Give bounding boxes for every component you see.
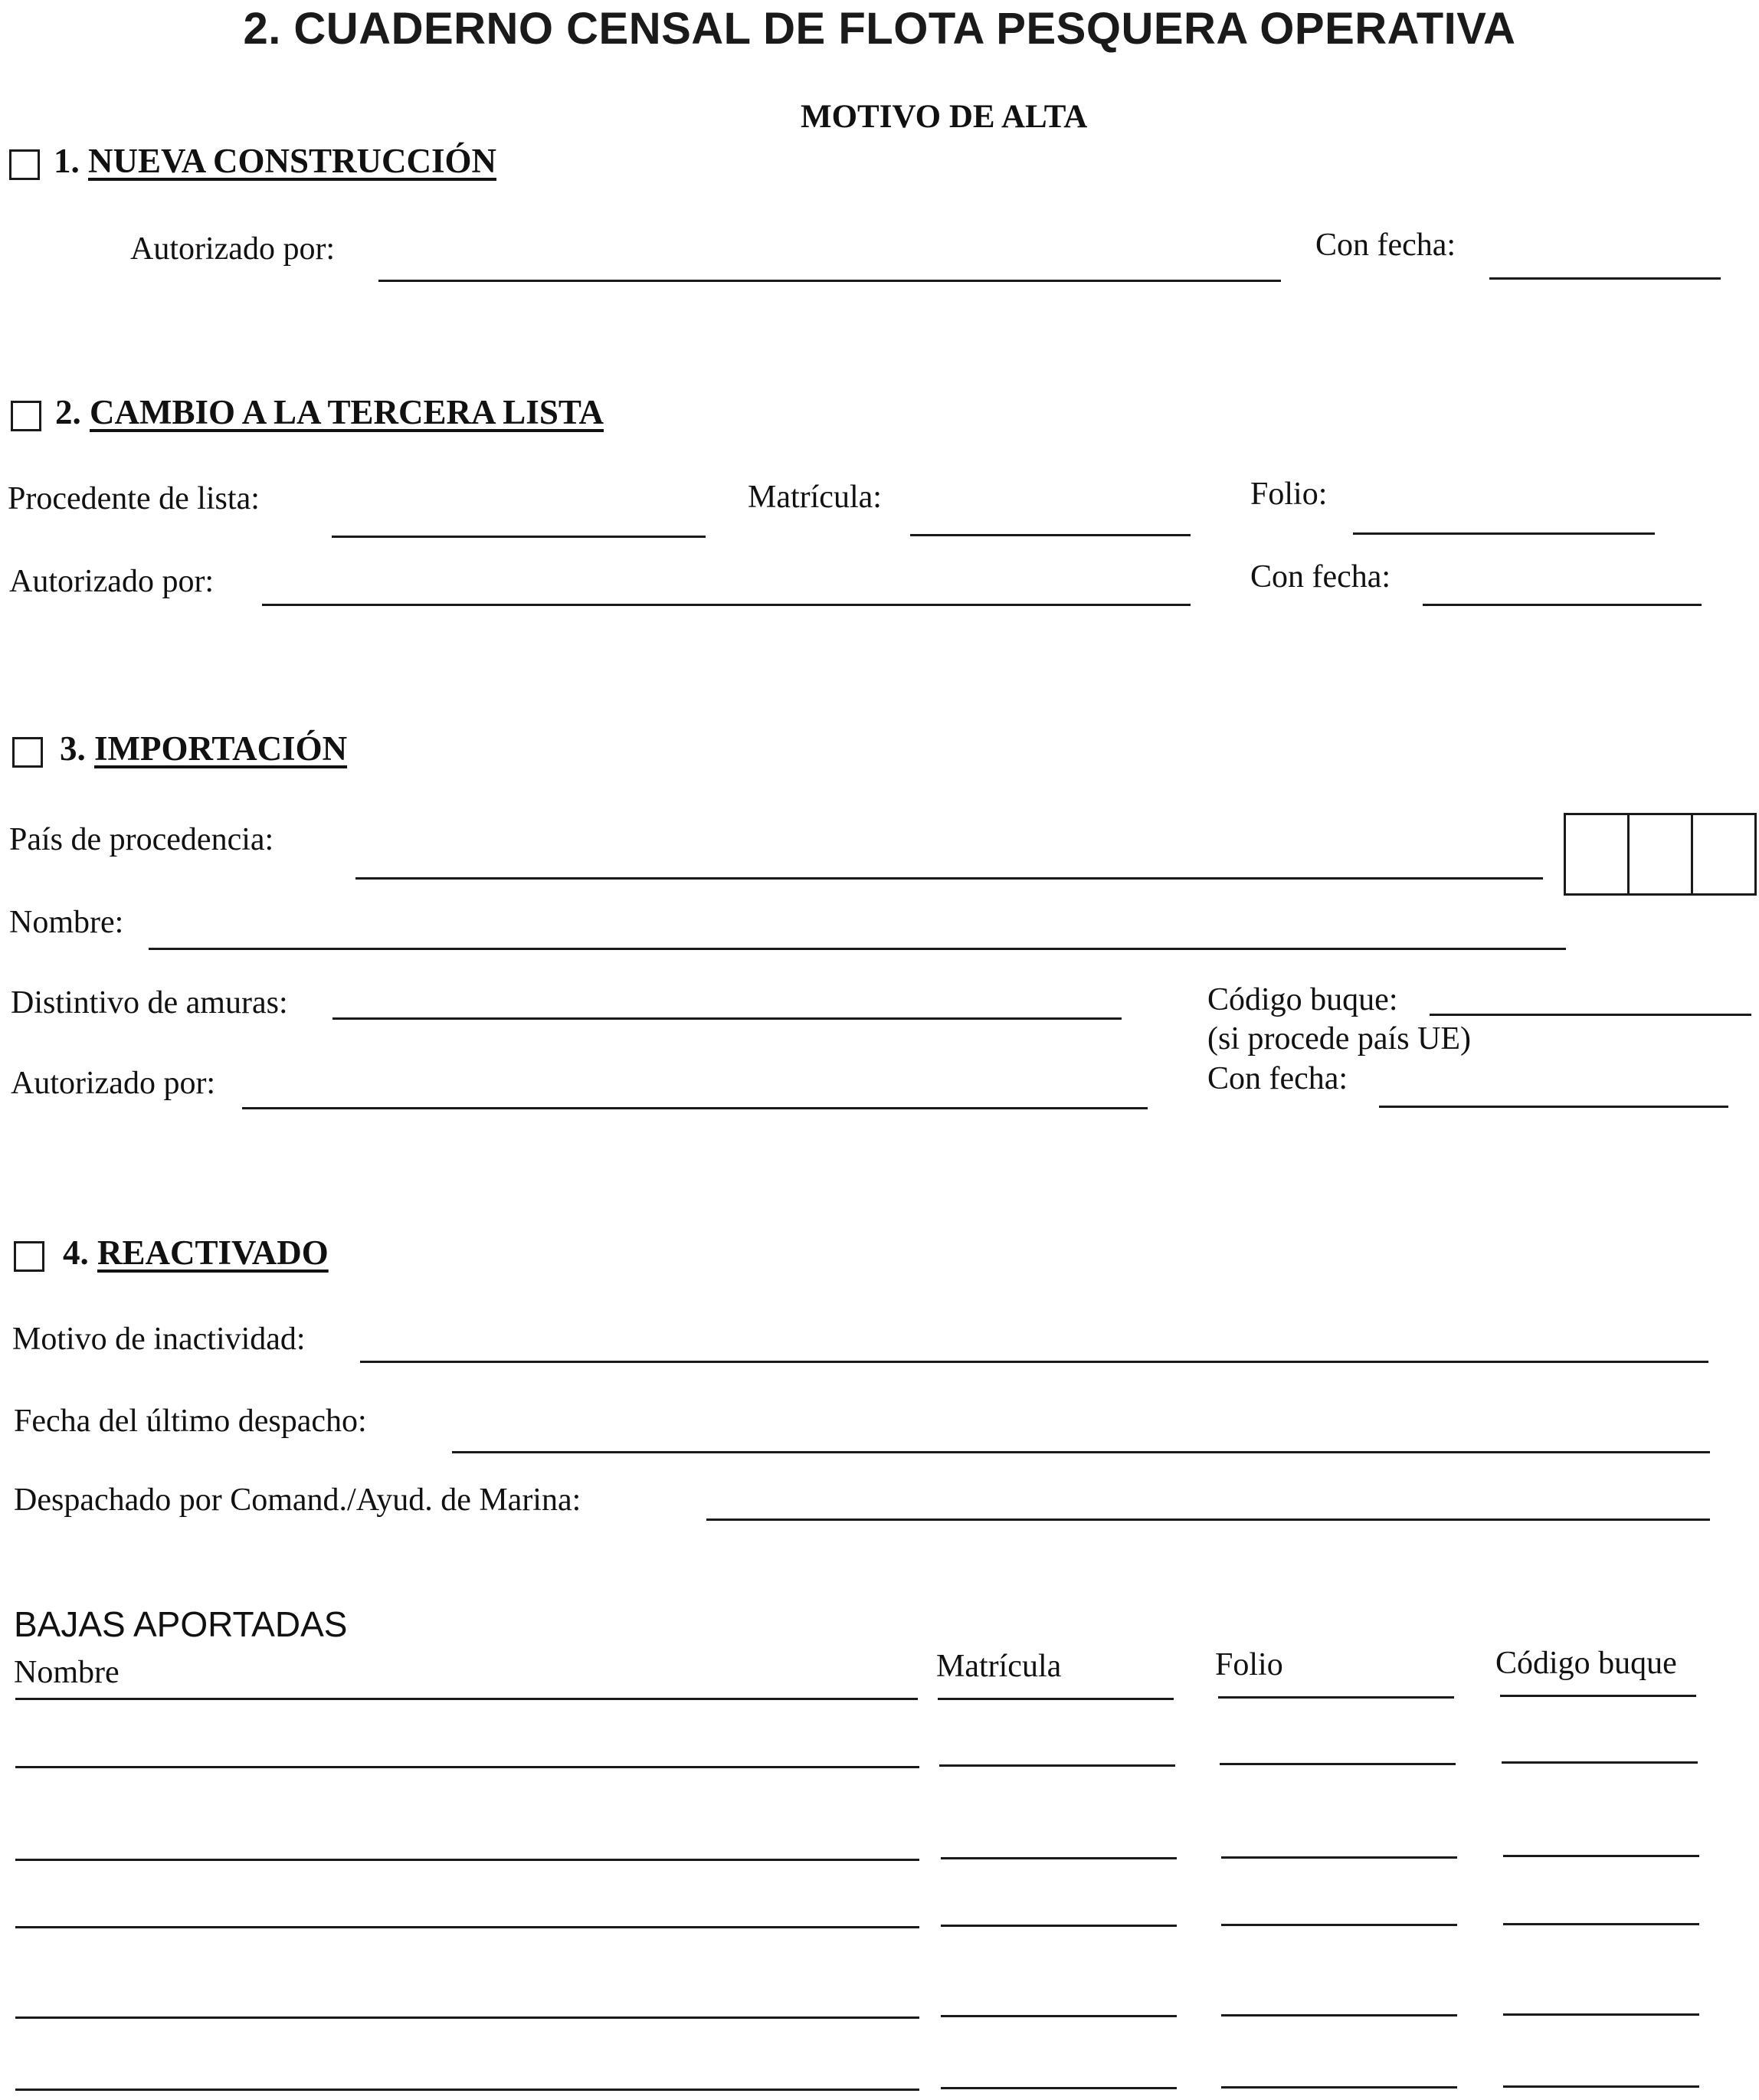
s2-procedente-label: Procedente de lista: bbox=[8, 481, 260, 516]
bajas-nombre-line[interactable] bbox=[15, 1859, 919, 1861]
s1-fecha-field[interactable] bbox=[1489, 277, 1721, 280]
bajas-col-folio: Folio bbox=[1215, 1647, 1283, 1682]
bajas-nombre-line[interactable] bbox=[15, 2089, 919, 2091]
bajas-matricula-line[interactable] bbox=[941, 1857, 1177, 1859]
s3-pais-field[interactable] bbox=[355, 877, 1543, 880]
s1-autorizado-field[interactable] bbox=[378, 280, 1281, 282]
bajas-nombre-line[interactable] bbox=[15, 2016, 919, 2019]
s2-matricula-label: Matrícula: bbox=[748, 480, 882, 515]
country-code-box[interactable] bbox=[1566, 815, 1630, 893]
s4-motivo-field[interactable] bbox=[360, 1361, 1708, 1363]
s2-autorizado-field[interactable] bbox=[262, 604, 1191, 606]
s1-autorizado-label: Autorizado por: bbox=[130, 231, 336, 267]
bajas-codigo-line[interactable] bbox=[1500, 1695, 1696, 1697]
checkbox-importacion[interactable] bbox=[12, 737, 43, 768]
section-4-title: REACTIVADO bbox=[97, 1233, 329, 1272]
s4-motivo-label: Motivo de inactividad: bbox=[12, 1322, 306, 1357]
s3-codigo-field[interactable] bbox=[1430, 1014, 1751, 1016]
s3-distintivo-label: Distintivo de amuras: bbox=[11, 985, 288, 1021]
checkbox-cambio-tercera-lista[interactable] bbox=[11, 401, 41, 431]
section-2-title: CAMBIO A LA TERCERA LISTA bbox=[90, 393, 604, 431]
bajas-matricula-line[interactable] bbox=[941, 2087, 1177, 2089]
bajas-codigo-line[interactable] bbox=[1503, 2085, 1699, 2088]
section-4-heading bbox=[63, 1233, 329, 1273]
s2-procedente-field[interactable] bbox=[332, 536, 706, 538]
bajas-nombre-line[interactable] bbox=[15, 1766, 919, 1768]
bajas-nombre-line[interactable] bbox=[15, 1926, 919, 1928]
bajas-codigo-line[interactable] bbox=[1503, 1923, 1699, 1925]
bajas-title: BAJAS APORTADAS bbox=[14, 1604, 348, 1644]
bajas-matricula-line[interactable] bbox=[941, 2015, 1177, 2017]
s4-fecha-despacho-label: Fecha del último despacho: bbox=[14, 1404, 367, 1439]
country-code-box[interactable] bbox=[1693, 815, 1754, 893]
bajas-folio-line[interactable] bbox=[1221, 2086, 1457, 2089]
s4-despachado-label: Despachado por Comand./Ayud. de Marina: bbox=[14, 1482, 581, 1518]
s3-distintivo-field[interactable] bbox=[332, 1017, 1122, 1020]
s3-pais-label: País de procedencia: bbox=[9, 822, 274, 857]
bajas-codigo-line[interactable] bbox=[1503, 1855, 1699, 1857]
s2-matricula-field[interactable] bbox=[910, 534, 1191, 536]
s1-fecha-label: Con fecha: bbox=[1315, 228, 1456, 263]
bajas-nombre-line[interactable] bbox=[15, 1698, 918, 1700]
section-1-heading bbox=[54, 141, 496, 181]
s4-fecha-despacho-field[interactable] bbox=[452, 1451, 1710, 1453]
bajas-col-codigo-buque: Código buque bbox=[1495, 1646, 1677, 1681]
s3-nombre-label: Nombre: bbox=[9, 905, 124, 940]
s3-autorizado-field[interactable] bbox=[242, 1107, 1148, 1109]
bajas-codigo-line[interactable] bbox=[1502, 1761, 1698, 1764]
page-title: 2. CUADERNO CENSAL DE FLOTA PESQUERA OPERATIVA bbox=[243, 4, 1516, 54]
section-2-number: 2. bbox=[55, 393, 81, 431]
bajas-folio-line[interactable] bbox=[1221, 2014, 1457, 2016]
country-code-boxes[interactable] bbox=[1564, 813, 1757, 896]
s3-codigo-note: (si procede país UE) bbox=[1207, 1021, 1472, 1057]
bajas-matricula-line[interactable] bbox=[939, 1764, 1175, 1767]
bajas-folio-line[interactable] bbox=[1218, 1696, 1454, 1699]
s2-folio-field[interactable] bbox=[1353, 532, 1655, 535]
bajas-folio-line[interactable] bbox=[1220, 1763, 1456, 1765]
s2-autorizado-label: Autorizado por: bbox=[9, 564, 215, 599]
s3-fecha-label: Con fecha: bbox=[1207, 1061, 1348, 1096]
section-3-heading bbox=[60, 729, 347, 768]
bajas-matricula-line[interactable] bbox=[938, 1698, 1174, 1700]
checkbox-nueva-construccion[interactable] bbox=[9, 149, 40, 180]
country-code-box[interactable] bbox=[1630, 815, 1693, 893]
section-2-heading bbox=[55, 392, 604, 432]
section-4-number: 4. bbox=[63, 1233, 89, 1272]
s2-folio-label: Folio: bbox=[1250, 477, 1328, 512]
section-subtitle: MOTIVO DE ALTA bbox=[801, 99, 1088, 135]
s3-nombre-field[interactable] bbox=[149, 948, 1566, 950]
bajas-codigo-line[interactable] bbox=[1503, 2013, 1699, 2016]
s4-despachado-field[interactable] bbox=[706, 1518, 1710, 1521]
s2-fecha-label: Con fecha: bbox=[1250, 559, 1391, 595]
bajas-folio-line[interactable] bbox=[1221, 1924, 1457, 1926]
bajas-col-nombre: Nombre bbox=[14, 1655, 120, 1690]
bajas-matricula-line[interactable] bbox=[941, 1925, 1177, 1927]
section-3-title: IMPORTACIÓN bbox=[94, 729, 348, 768]
bajas-col-matricula: Matrícula bbox=[936, 1649, 1062, 1684]
bajas-folio-line[interactable] bbox=[1221, 1856, 1457, 1859]
section-3-number: 3. bbox=[60, 729, 86, 768]
s2-fecha-field[interactable] bbox=[1423, 604, 1702, 606]
s3-codigo-label: Código buque: bbox=[1207, 982, 1398, 1017]
section-1-number: 1. bbox=[54, 142, 80, 180]
checkbox-reactivado[interactable] bbox=[14, 1241, 44, 1272]
s3-autorizado-label: Autorizado por: bbox=[11, 1066, 216, 1101]
section-1-title: NUEVA CONSTRUCCIÓN bbox=[88, 142, 497, 180]
s3-fecha-field[interactable] bbox=[1379, 1106, 1728, 1108]
